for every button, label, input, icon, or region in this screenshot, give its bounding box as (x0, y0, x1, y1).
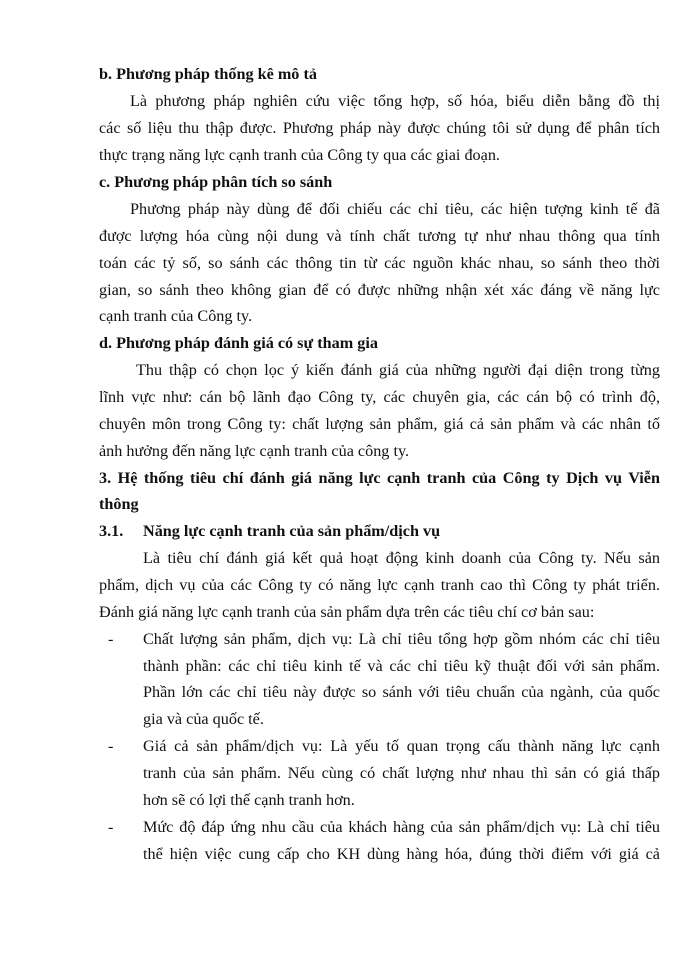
paragraph-line: lĩnh vực như: cán bộ lãnh đạo Công ty, các chuyên gia, các cán bộ có trình độ, (99, 388, 660, 406)
bullet-line: hơn sẽ có lợi thế cạnh tranh hơn. (143, 791, 355, 809)
heading-b: b. Phương pháp thống kê mô tả (99, 65, 317, 83)
bullet-line: thể hiện việc cung cấp cho KH dùng hàng hóa, đúng thời điểm với giá cả (143, 845, 660, 863)
bullet-line: Phần lớn các chỉ tiêu này được so sánh với tiêu chuẩn của ngành, của quốc (143, 683, 660, 701)
paragraph-line: Là tiêu chí đánh giá kết quả hoạt động kinh doanh của Công ty. Nếu sản (143, 549, 660, 567)
heading-3-1-title: Năng lực cạnh tranh của sản phẩm/dịch vụ (143, 522, 441, 540)
bullet-line: gia và của quốc tế. (143, 710, 264, 728)
paragraph-line: chuyên môn trong Công ty: chất lượng sản phẩm, giá cả sản phẩm và các nhân tố (99, 415, 660, 433)
paragraph-line: Phương pháp này dùng để đối chiếu các chỉ tiêu, các hiện tượng kinh tế đã (130, 200, 660, 218)
paragraph-line: thực trạng năng lực cạnh tranh của Công ty qua các giai đoạn. (99, 146, 500, 164)
bullet-dash: - (108, 737, 114, 755)
paragraph-line: Đánh giá năng lực cạnh tranh của sản phẩm dựa trên các tiêu chí cơ bản sau: (99, 603, 595, 621)
bullet-line: Mức độ đáp ứng nhu cầu của khách hàng của sản phẩm/dịch vụ: Là chỉ tiêu (143, 818, 660, 836)
bullet-dash: - (108, 630, 114, 648)
paragraph-line: toán các tỷ số, so sánh các thông tin từ các nguồn khác nhau, so sánh theo thời (99, 254, 660, 272)
paragraph-line: ảnh hưởng đến năng lực cạnh tranh của công ty. (99, 442, 410, 460)
bullet-line: Giá cả sản phẩm/dịch vụ: Là yếu tố quan trọng cấu thành năng lực cạnh (143, 737, 660, 755)
bullet-line: thành phần: các chỉ tiêu kinh tế và các chỉ tiêu kỹ thuật đối với sản phẩm. (143, 657, 660, 675)
bullet-line: Chất lượng sản phẩm, dịch vụ: Là chỉ tiêu tổng hợp gồm nhóm các chỉ tiêu (143, 630, 660, 648)
paragraph-line: các số liệu thu thập được. Phương pháp này được chúng tôi sử dụng để phân tích (99, 119, 660, 137)
heading-d: d. Phương pháp đánh giá có sự tham gia (99, 334, 378, 352)
heading-3-continued: thông (99, 495, 139, 513)
heading-c: c. Phương pháp phân tích so sánh (99, 173, 333, 191)
paragraph-line: được lượng hóa cùng nội dung và tính chất tương tự như nhau thông qua tính (99, 227, 660, 245)
bullet-line: tranh của sản phẩm. Nếu cùng có chất lượng như nhau thì sản có giá thấp (143, 764, 660, 782)
heading-3-1-number: 3.1. (99, 522, 124, 540)
paragraph-line: cạnh tranh của Công ty. (99, 307, 253, 325)
paragraph-line: Thu thập có chọn lọc ý kiến đánh giá của những người đại diện trong từng (136, 361, 660, 379)
paragraph-line: phẩm, dịch vụ của các Công ty có năng lực cạnh tranh cao thì Công ty phát triển. (99, 576, 660, 594)
heading-3: 3. Hệ thống tiêu chí đánh giá năng lực cạnh tranh của Công ty Dịch vụ Viễn (99, 469, 660, 487)
paragraph-line: Là phương pháp nghiên cứu việc tổng hợp, số hóa, biểu diễn bằng đồ thị (130, 92, 660, 110)
bullet-dash: - (108, 818, 114, 836)
paragraph-line: gian, so sánh theo không gian để có được những nhận xét xác đáng về năng lực (99, 281, 660, 299)
